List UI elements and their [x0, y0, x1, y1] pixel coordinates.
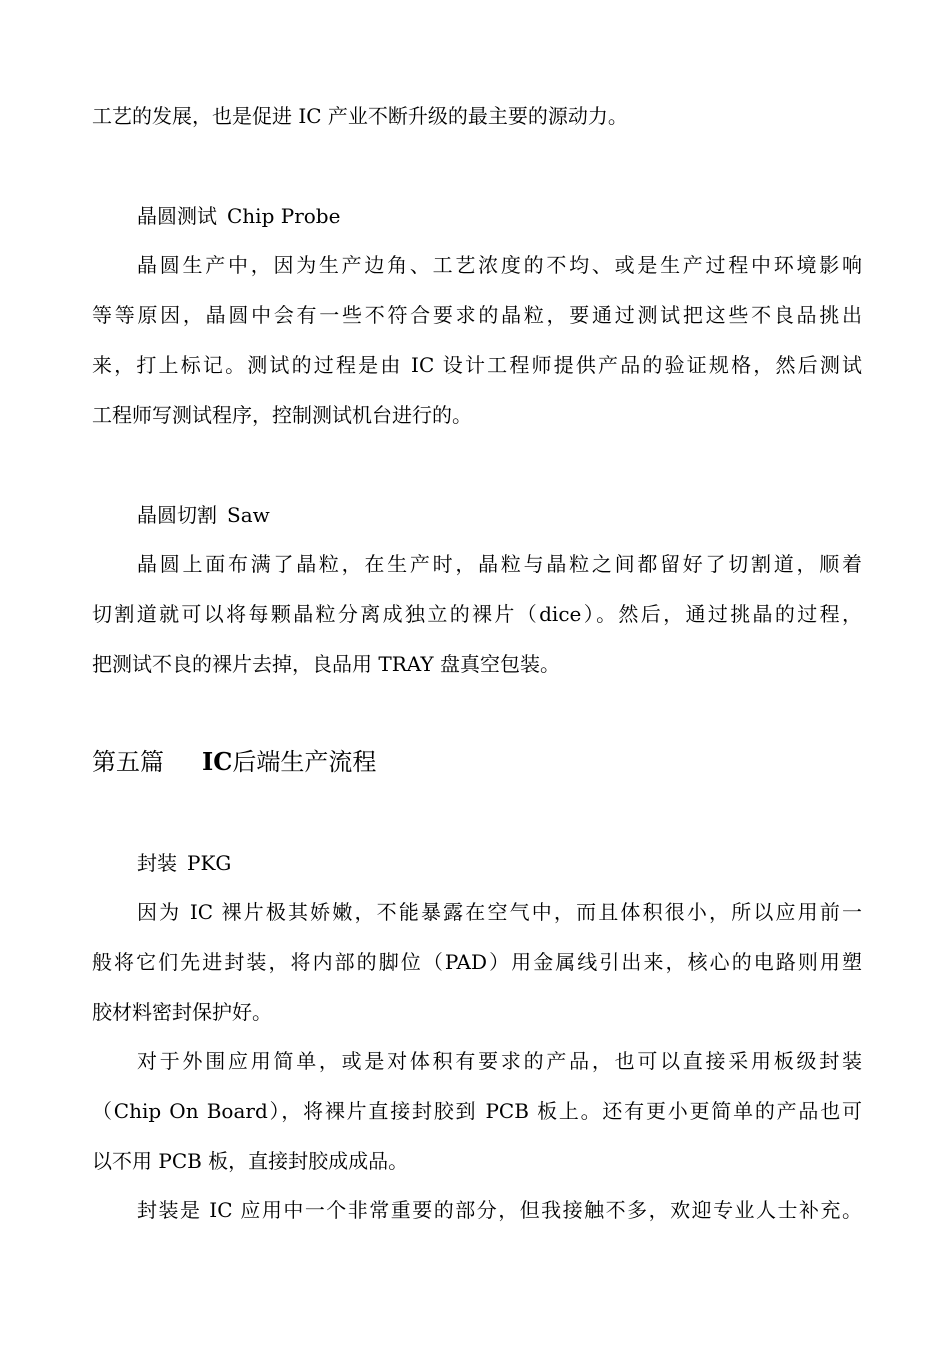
paragraph-line: 因为 IC 裸片极其娇嫩，不能暴露在空气中，而且体积很小，所以应用前一	[137, 900, 862, 924]
subheading-chip-probe	[137, 204, 340, 228]
paragraph-line: 胶材料密封保护好。	[92, 1000, 272, 1024]
paragraph-line: 晶圆上面布满了晶粒，在生产时，晶粒与晶粒之间都留好了切割道，顺着	[137, 552, 862, 576]
subheading-en: PKG	[187, 851, 232, 875]
chapter-title: 后端生产流程	[232, 748, 377, 776]
subheading-en: Saw	[227, 503, 270, 527]
chapter-number: 第五篇	[92, 748, 164, 776]
subheading-en: Chip Probe	[227, 204, 341, 228]
paragraph-line: 工程师写测试程序，控制测试机台进行的。	[92, 403, 472, 427]
paragraph-line: 以不用 PCB 板，直接封胶成成品。	[92, 1149, 409, 1173]
subheading-zh: 晶圆切割	[137, 503, 217, 527]
paragraph-line: （Chip On Board），将裸片直接封胶到 PCB 板上。还有更小更简单的产品也可	[92, 1099, 862, 1123]
paragraph-line: 晶圆生产中，因为生产边角、工艺浓度的不均、或是生产过程中环境影响	[137, 253, 862, 277]
paragraph-line: 等等原因，晶圆中会有一些不符合要求的晶粒，要通过测试把这些不良品挑出	[92, 303, 862, 327]
subheading-zh: 封装	[137, 851, 177, 875]
chapter-ic: IC	[202, 747, 233, 776]
subheading-pkg	[137, 851, 231, 875]
paragraph-line: 般将它们先进封装，将内部的脚位（PAD）用金属线引出来，核心的电路则用塑	[92, 950, 862, 974]
paragraph-line: 封装是 IC 应用中一个非常重要的部分，但我接触不多，欢迎专业人士补充。	[137, 1198, 862, 1222]
paragraph-line: 工艺的发展，也是促进 IC 产业不断升级的最主要的源动力。	[92, 104, 628, 128]
paragraph-line: 对于外围应用简单，或是对体积有要求的产品，也可以直接采用板级封装	[137, 1049, 862, 1073]
paragraph-line: 把测试不良的裸片去掉，良品用 TRAY 盘真空包装。	[92, 652, 560, 676]
chapter-heading	[92, 748, 376, 776]
paragraph-line: 切割道就可以将每颗晶粒分离成独立的裸片（dice）。然后，通过挑晶的过程，	[92, 602, 862, 626]
subheading-zh: 晶圆测试	[137, 204, 217, 228]
paragraph-line: 来，打上标记。测试的过程是由 IC 设计工程师提供产品的验证规格，然后测试	[92, 353, 862, 377]
subheading-saw	[137, 503, 270, 527]
